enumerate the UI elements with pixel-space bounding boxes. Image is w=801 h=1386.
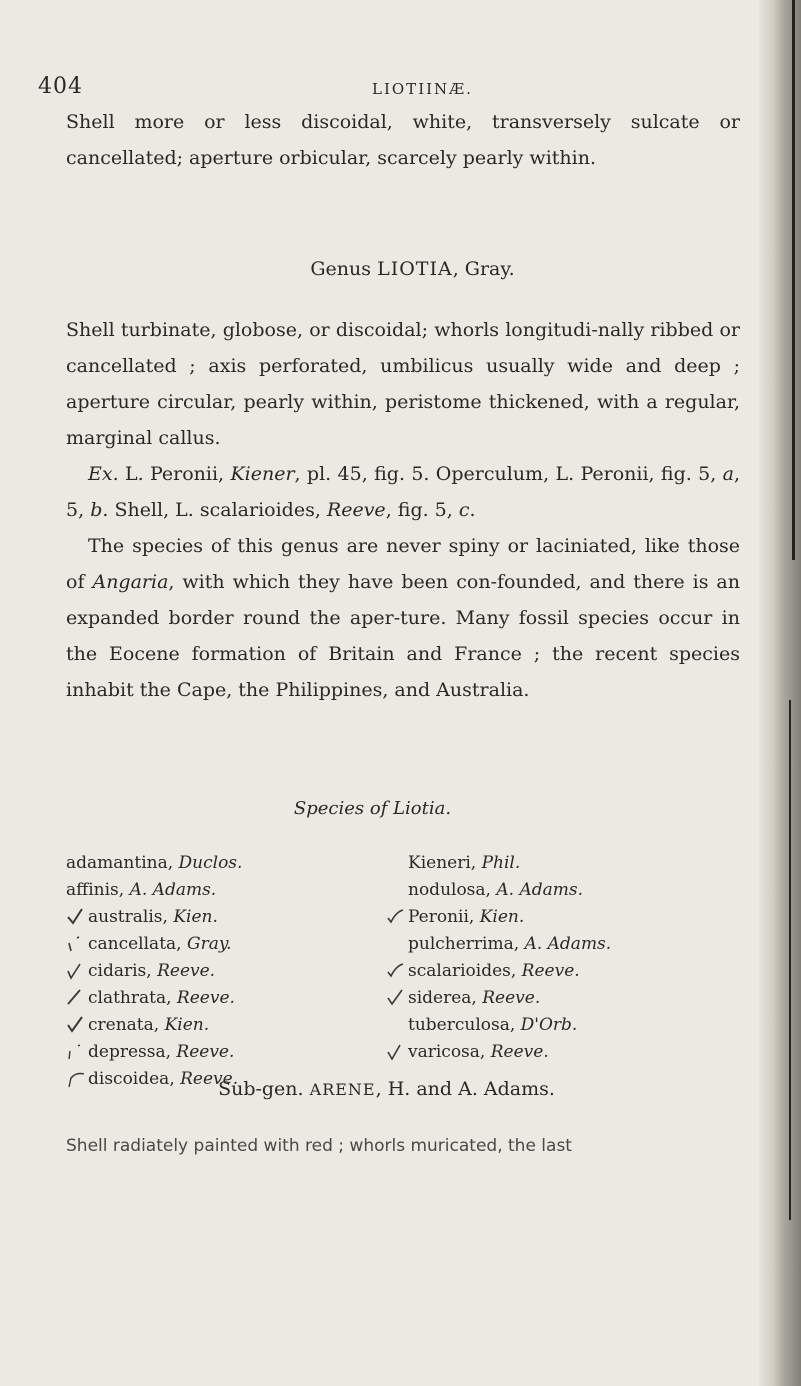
check-mark-icon	[66, 933, 84, 953]
species-name: tuberculosa,	[408, 1015, 516, 1035]
species-name: Kieneri,	[408, 853, 477, 873]
species-name: nodulosa,	[408, 880, 491, 900]
binding-shadow	[792, 0, 795, 560]
species-name: scalarioides,	[408, 961, 517, 981]
species-author: Reeve.	[180, 1069, 239, 1089]
example-text: .	[469, 499, 476, 521]
family-description-text: Shell more or less discoidal, white, transversely sulcate or cancellated; aperture orbicular, scarcely pearly within.	[66, 111, 740, 169]
list-item	[408, 958, 611, 985]
species-name: crenata,	[88, 1015, 160, 1035]
species-author: Reeve.	[490, 1042, 549, 1062]
species-author: Kien.	[164, 1015, 210, 1035]
subgenus-name: ARENE	[309, 1080, 376, 1099]
example-paragraph	[66, 456, 740, 528]
check-mark-icon	[66, 1014, 84, 1034]
running-head: LIOTIINÆ.	[372, 80, 473, 98]
check-mark-icon	[386, 987, 404, 1007]
list-item	[408, 931, 611, 958]
species-name: australis,	[88, 907, 168, 927]
species-author: Reeve.	[482, 988, 541, 1008]
check-mark-icon	[386, 960, 404, 980]
figure-letter: a	[722, 463, 734, 485]
list-item	[66, 850, 242, 877]
list-item	[408, 850, 611, 877]
species-name: affinis,	[66, 880, 125, 900]
check-mark-icon	[66, 987, 84, 1007]
list-item	[66, 877, 242, 904]
genus-description	[66, 312, 740, 708]
list-item	[408, 985, 611, 1012]
list-item	[66, 904, 242, 931]
example-text: . Shell, L. scalarioides,	[102, 499, 321, 521]
species-name: cidaris,	[88, 961, 152, 981]
species-author: Reeve.	[176, 1042, 235, 1062]
list-item	[66, 1012, 242, 1039]
species-author: Reeve.	[521, 961, 580, 981]
genus-heading	[12, 258, 801, 280]
page-binding-edge	[759, 0, 801, 1386]
example-text: , 5,	[66, 463, 740, 521]
species-name: pulcherrima,	[408, 934, 520, 954]
species-name: cancellata,	[88, 934, 182, 954]
genus-reference: Angaria	[92, 571, 169, 593]
example-author: Reeve	[326, 499, 386, 521]
list-item	[66, 985, 242, 1012]
check-mark-icon	[66, 960, 84, 980]
list-item	[66, 958, 242, 985]
example-label: Ex.	[88, 463, 119, 485]
species-author: Kien.	[173, 907, 218, 927]
list-item	[408, 904, 611, 931]
subgenus-author: , H. and A. Adams.	[375, 1078, 555, 1100]
subgenus-prefix: Sub-gen.	[218, 1078, 304, 1100]
species-heading: Species of Liotia.	[293, 798, 452, 819]
example-text: , pl. 45, fig. 5. Operculum, L. Peronii, fig. 5,	[294, 463, 717, 485]
species-author: Kien.	[479, 907, 525, 927]
remarks-paragraph	[66, 528, 740, 708]
subgenus-description: Shell radiately painted with red ; whorls muricated, the last	[66, 1136, 572, 1156]
figure-letter: b	[90, 499, 103, 521]
family-description	[66, 104, 740, 176]
species-name: discoidea,	[88, 1069, 175, 1089]
species-list-right	[408, 850, 611, 1066]
species-name: siderea,	[408, 988, 477, 1008]
genus-name: LIOTIA	[377, 258, 453, 280]
list-item	[66, 1039, 242, 1066]
subgenus-heading	[0, 1078, 787, 1100]
species-name: depressa,	[88, 1042, 171, 1062]
figure-letter: c	[458, 499, 470, 521]
genus-description-text: Shell turbinate, globose, or discoidal; whorls longitudi-nally ribbed or cancellated ; axis perforated, umbilicus usually wide and deep ; aperture circular, pearly within, peristome thickened, with a regular, marginal callus.	[66, 319, 740, 449]
species-name: varicosa,	[408, 1042, 486, 1062]
check-mark-icon	[386, 906, 404, 926]
check-mark-icon	[66, 1041, 84, 1061]
list-item	[408, 877, 611, 904]
example-text: L. Peronii,	[124, 463, 225, 485]
example-text: , fig. 5,	[385, 499, 453, 521]
species-author: Reeve.	[176, 988, 235, 1008]
remarks-text: , with which they have been con-founded, and there is an expanded border round the aper-ture. Many fossil species occur in the Eocene formation of Britain and France ; the recent species inhabit the Cape, the Philippines, and Australia.	[66, 571, 741, 701]
page-number: 404	[38, 74, 83, 99]
species-author: Gray.	[186, 934, 232, 954]
species-name: adamantina,	[66, 853, 174, 873]
binding-shadow	[789, 700, 791, 1220]
example-author: Kiener	[230, 463, 295, 485]
species-author: Phil.	[481, 853, 521, 873]
check-mark-icon	[386, 1041, 404, 1061]
list-item	[66, 931, 242, 958]
species-list-left	[66, 850, 242, 1093]
species-author: A. Adams.	[496, 880, 583, 900]
genus-author: , Gray.	[452, 258, 515, 280]
remarks-text: The species of this genus are never spiny or laciniated, like those of	[66, 535, 740, 593]
genus-prefix: Genus	[310, 258, 372, 280]
species-author: Duclos.	[178, 853, 243, 873]
species-author: D'Orb.	[520, 1015, 578, 1035]
check-mark-icon	[66, 906, 84, 926]
species-author: A. Adams.	[129, 880, 217, 900]
species-author: A. Adams.	[524, 934, 612, 954]
species-name: clathrata,	[88, 988, 172, 1008]
species-author: Reeve.	[157, 961, 216, 981]
species-name: Peronii,	[408, 907, 475, 927]
list-item	[408, 1039, 611, 1066]
list-item	[408, 1012, 611, 1039]
